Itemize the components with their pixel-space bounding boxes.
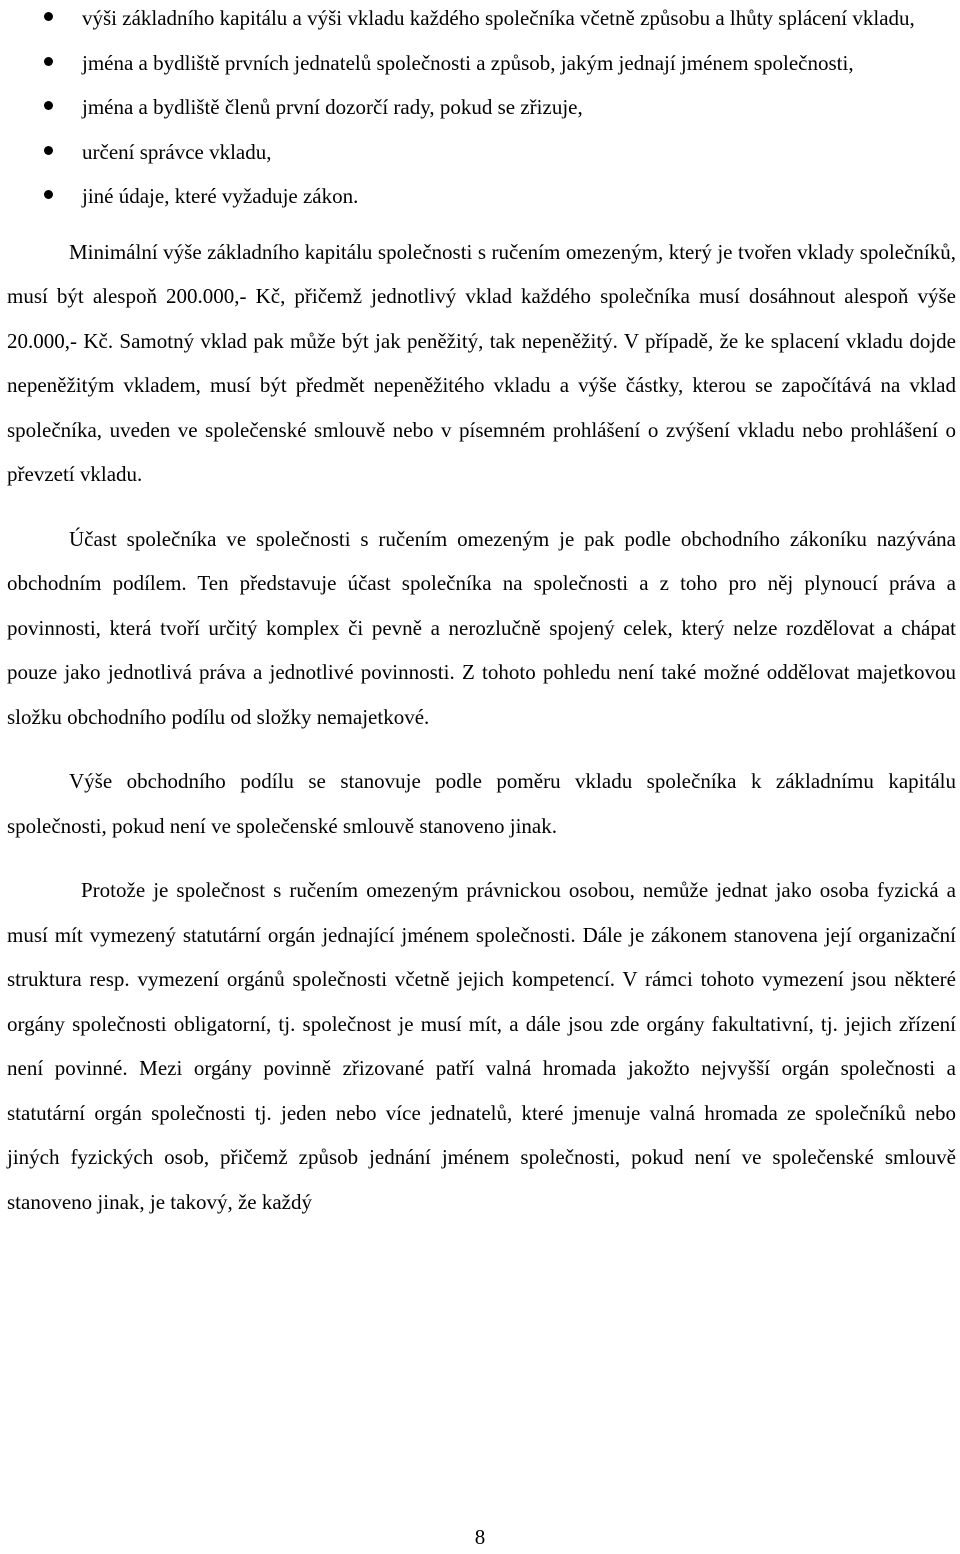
bullet-dot-icon: [44, 57, 53, 66]
bullet-dot-icon: [44, 12, 53, 21]
bullet-text: jména a bydliště členů první dozorčí rady, pokud se zřizuje,: [82, 95, 583, 119]
paragraph-minimum-capital: Minimální výše základního kapitálu společnosti s ručením omezeným, který je tvořen vklady společníků, musí být alespoň 200.000,- Kč, přičemž jednotlivý vklad každého společníka musí dosáhnout alespoň výše 20.000,- Kč. Samotný vklad pak může být jak peněžitý, tak nepeněžitý. V případě, že ke splacení vkladu dojde nepeněžitým vkladem, musí být předmět nepeněžitého vkladu a výše částky, kterou se započítává na vklad společníka, uveden ve společenské smlouvě nebo v písemném prohlášení o zvýšení vkladu nebo prohlášení o převzetí vkladu.: [7, 239, 956, 486]
paragraph-company-bodies: Protože je společnost s ručením omezeným právnickou osobou, nemůže jednat jako osoba fyzická a musí mít vymezený statutární orgán jednající jménem společnosti. Dále je zákonem stanovena její organizační struktura resp. vymezení orgánů společnosti včetně jejich kompetencí. V rámci tohoto vymezení jsou některé orgány společnosti obligatorní, tj. společnost je musí mít, a dále jsou zde orgány fakultativní, tj. jejich zřízení není povinné. Mezi orgány povinně zřizované patří valná hromada jakožto nejvyšší orgán společnosti a statutární orgán společnosti tj. jeden nebo více jednatelů, které jmenuje valná hromada ze společníků nebo jiných fyzických osob, přičemž způsob jednání jménem společnosti, pokud není ve společenské smlouvě stanoveno jinak, je takový, že každý: [7, 878, 956, 1214]
bullet-dot-icon: [44, 101, 53, 110]
bullet-text: určení správce vkladu,: [82, 139, 272, 164]
bullet-dot-icon: [44, 190, 53, 199]
bullet-item: [7, 85, 956, 130]
requirements-bullet-list: [7, 0, 956, 219]
document-page: [7, 0, 956, 1224]
paragraph-share-amount: Výše obchodního podílu se stanovuje podle poměru vkladu společníka k základnímu kapitálu společnosti, pokud není ve společenské smlouvě stanoveno jinak.: [7, 769, 956, 838]
bullet-text: jména a bydliště prvních jednatelů společnosti a způsob, jakým jednají jménem společnosti,: [82, 50, 854, 75]
page-number: 8: [474, 1525, 486, 1549]
paragraph-business-share: Účast společníka ve společnosti s ručením omezeným je pak podle obchodního zákoníku nazývána obchodním podílem. Ten představuje účast společníka na společnosti a z toho pro něj plynoucí práva a povinnosti, která tvoří určitý komplex či pevně a nerozlučně spojený celek, který nelze rozdělovat a chápat pouze jako jednotlivá práva a jednotlivé povinnosti. Z tohoto pohledu není také možné oddělovat majetkovou složku obchodního podílu od složky nemajetkové.: [7, 526, 956, 729]
bullet-item: [7, 0, 956, 41]
bullet-dot-icon: [44, 146, 53, 155]
bullet-text: jiné údaje, které vyžaduje zákon.: [82, 184, 359, 208]
bullet-item: [7, 174, 956, 219]
bullet-text: výši základního kapitálu a výši vkladu každého společníka včetně způsobu a lhůty splácení vkladu,: [82, 6, 915, 30]
bullet-item: [7, 41, 956, 86]
bullet-item: [7, 130, 956, 175]
